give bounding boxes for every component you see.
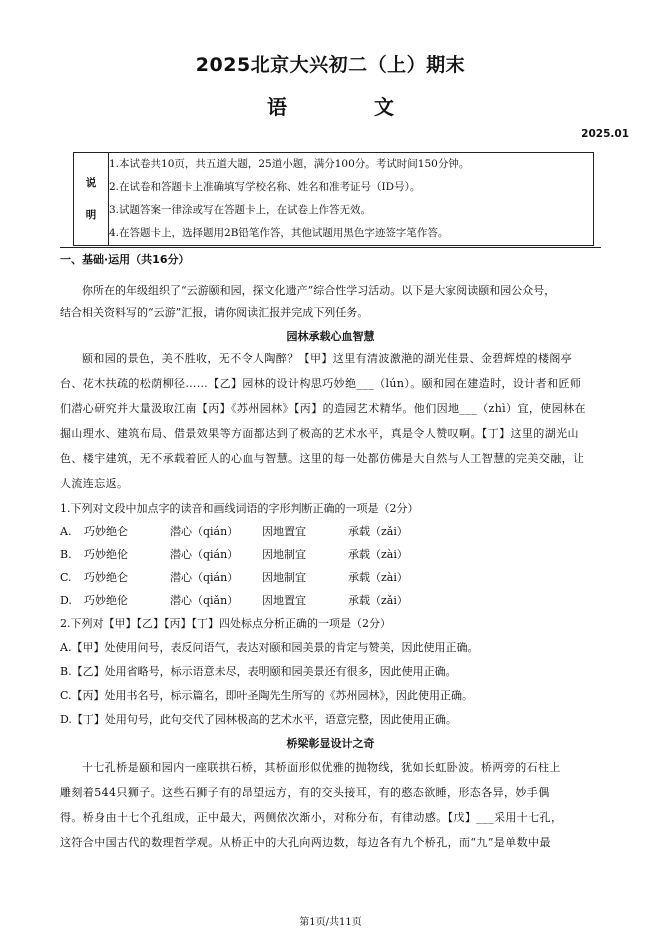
instruction-line: 3.试题答案一律涂或写在答题卡上，在试卷上作答无效。: [109, 204, 372, 216]
option-part: 潜心（qián）: [170, 548, 239, 561]
section-divider: [60, 247, 601, 248]
passage-line: 色、楼宇建筑，无不承载着匠人的心血与智慧。这里的每一处都仿佛是大自然与人工智慧的完美交融，让: [60, 452, 585, 465]
page-number: 第1页/共11页: [299, 917, 362, 928]
question-stem: 2.下列对【甲】【乙】【丙】【丁】四处标点分析正确的一项是（2分）: [60, 617, 391, 630]
option-letter: D.: [60, 594, 72, 607]
section-heading: 一、基础·运用（共16分）: [60, 253, 190, 266]
q1-option-a: [60, 520, 408, 543]
q1-option-b: [60, 543, 408, 566]
option-part: 因地置宜: [262, 525, 306, 538]
option-part: 因地置宜: [262, 594, 306, 607]
q2-option: D.【丁】处用句号，此句交代了园林极高的艺术水平，语意完整，因此使用正确。: [60, 713, 457, 726]
q1-option-d: [60, 589, 408, 612]
option-part: 因地制宜: [262, 571, 306, 584]
exam-title: 2025北京大兴初二（上）期末: [195, 54, 466, 76]
intro-line: 你所在的年级组织了“云游颐和园，探文化遗产”综合性学习活动。以下是大家阅读颐和园公众号，: [82, 284, 556, 297]
q2-option: A.【甲】处使用问号，表反问语气，表达对颐和园美景的肯定与赞美，因此使用正确。: [60, 641, 479, 654]
passage-line: 得。桥身由十七个孔组成，正中最大，两侧依次渐小，对称分布，有律动感。【戊】___采用十七孔，: [60, 811, 563, 824]
instructions-table: [73, 152, 594, 246]
instructions-label: [74, 153, 109, 246]
passage-line: 颐和园的景色，美不胜收，无不令人陶醉？【甲】这里有清波激滟的湖光佳景、金碧辉煌的楼阁亭: [82, 352, 573, 365]
question-stem: 1.下列对文段中加点字的读音和画线词语的字形判断正确的一项是（2分）: [60, 502, 419, 515]
exam-date: 2025.01: [581, 128, 629, 140]
q1-option-c: [60, 566, 408, 589]
option-letter: C.: [60, 571, 72, 584]
intro-line: 结合相关资料写的“云游”汇报，请你阅读汇报并完成下列任务。: [60, 306, 369, 319]
option-part: 巧妙绝伦: [84, 594, 128, 607]
label-char-2: 明: [85, 209, 97, 221]
option-part: 承载（zài）: [348, 548, 408, 561]
instruction-line: 2.在试卷和答题卡上准确填写学校名称、姓名和准考证号（ID号）。: [109, 181, 421, 193]
option-letter: B.: [60, 548, 72, 561]
subject-title: 语 文: [267, 95, 434, 119]
option-part: 巧妙绝仑: [84, 571, 128, 584]
instruction-line: 1.本试卷共10页，共五道大题，25道小题，满分100分。考试时间150分钟。: [109, 158, 470, 170]
option-part: 潜心（qián）: [170, 571, 239, 584]
option-part: 潜心（qiǎn）: [170, 594, 239, 607]
instruction-line: 4.在答题卡上，选择题用2B铅笔作答，其他试题用黑色字迹签字笔作答。: [109, 227, 449, 239]
option-part: 承载（zǎi）: [348, 594, 408, 607]
passage-heading: 园林承载心血智慧: [286, 330, 375, 343]
passage-line: 人流连忘返。: [60, 477, 129, 490]
option-letter: A.: [60, 525, 72, 538]
option-part: 承载（zǎi）: [348, 525, 408, 538]
option-part: 承载（zài）: [348, 571, 408, 584]
passage-line: 掘山理水、建筑布局、借景效果等方面都达到了极高的艺术水平，真是令人赞叹啊。【丁】这里的湖光山: [60, 427, 579, 440]
option-part: 巧妙绝仑: [84, 525, 128, 538]
q2-option: C.【丙】处用书名号，标示篇名，即叶圣陶先生所写的《苏州园林》，因此使用正确。: [60, 689, 474, 702]
instructions-lines: [109, 153, 594, 246]
passage-line: 这符合中国古代的数理哲学观。从桥正中的大孔向两边数，每边各有九个桥孔，而“九”是单数中最: [60, 836, 551, 849]
passage-line: 台、花木扶疏的松荫柳径……【乙】园林的设计构思巧妙绝___（lún）。颐和园在建造时，设计者和匠师: [60, 377, 582, 390]
option-part: 潜心（qián）: [170, 525, 239, 538]
option-part: 因地制宜: [262, 548, 306, 561]
passage-line: 十七孔桥是颐和园内一座联拱石桥，其桥面形似优雅的抛物线，犹如长虹卧波。桥两旁的石柱上: [82, 761, 561, 774]
option-part: 巧妙绝伦: [84, 548, 128, 561]
q2-option: B.【乙】处用省略号，标示语意未尽，表明颐和园美景还有很多，因此使用正确。: [60, 665, 457, 678]
label-char-1: 说: [85, 177, 97, 189]
passage-heading: 桥梁彰显设计之奇: [286, 737, 375, 750]
passage-line: 雕刻着544只狮子。这些石狮子有的昂望远方，有的交头接耳，有的憨态欲睡，形态各异，妙手偶: [60, 786, 550, 799]
passage-line: 们潜心研究并大量汲取江南【丙】《苏州园林》【丙】的造园艺术精华。他们因地___（zhì）宜，使园林在: [60, 402, 586, 415]
